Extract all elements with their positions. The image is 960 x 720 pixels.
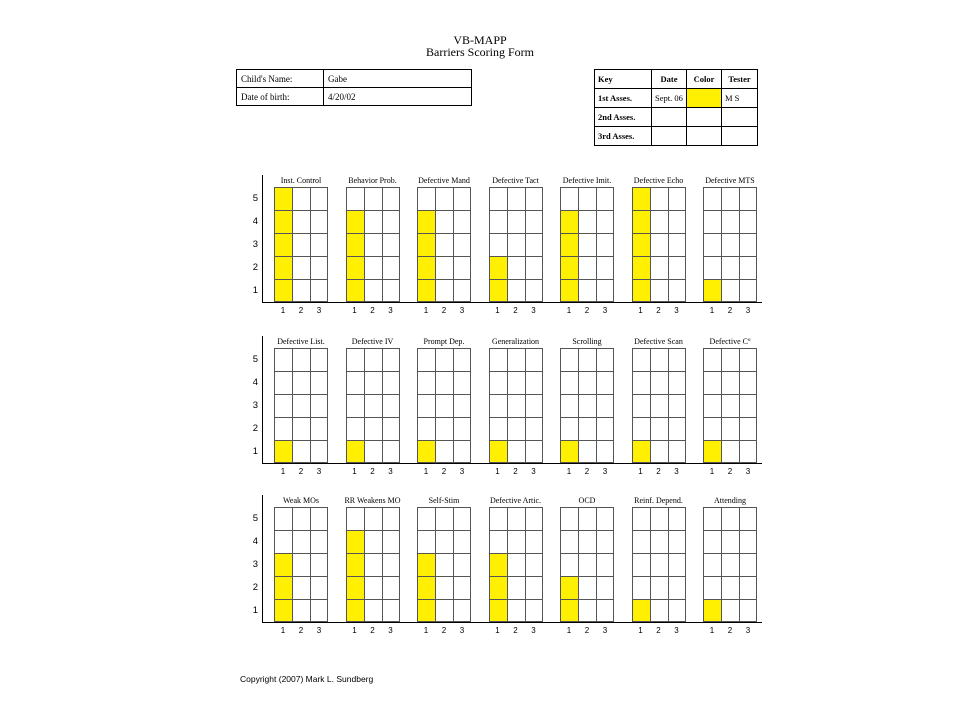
x-tick-label: 3 — [602, 306, 608, 315]
x-tick-label: 3 — [745, 467, 751, 476]
barrier-label: Defective Mand — [418, 176, 470, 185]
barrier-label: RR Weakens MO — [344, 496, 401, 505]
key-row-2-color — [687, 108, 722, 127]
score-grid — [632, 348, 686, 463]
barrier-label: Defective MTS — [705, 176, 755, 185]
grid-line — [703, 599, 757, 600]
key-row-1-label: 1st Asses. — [595, 89, 652, 108]
x-tick-label: 3 — [674, 306, 679, 315]
x-tick-label: 2 — [584, 626, 590, 635]
grid-line — [668, 348, 669, 463]
grid-line — [274, 256, 328, 257]
y-tick-label: 5 — [252, 192, 258, 204]
score-grid — [346, 187, 400, 302]
grid-line — [578, 348, 579, 463]
key-header-color: Color — [687, 70, 722, 89]
barrier-label: OCD — [578, 496, 596, 505]
x-tick-label: 1 — [423, 626, 429, 635]
grid-line — [560, 371, 614, 372]
x-tick-label: 2 — [298, 306, 304, 315]
y-axis-line — [262, 336, 263, 463]
x-tick-label: 2 — [727, 306, 733, 315]
x-tick-label: 2 — [441, 467, 447, 476]
grid-line — [596, 348, 597, 463]
barrier-label: Weak MOs — [282, 496, 319, 505]
y-tick-label: 1 — [252, 445, 258, 457]
x-tick-label: 3 — [531, 626, 536, 635]
grid-line — [721, 187, 722, 302]
grid-line — [346, 599, 400, 600]
grid-line — [489, 233, 543, 234]
grid-line — [489, 394, 543, 395]
grid-line — [632, 394, 686, 395]
grid-line — [632, 279, 686, 280]
x-axis-line — [262, 302, 762, 303]
grid-line — [703, 530, 757, 531]
score-grid — [489, 348, 543, 463]
score-grid — [417, 507, 471, 622]
grid-line — [364, 348, 365, 463]
grid-line — [274, 576, 328, 577]
grid-line — [721, 507, 722, 622]
x-tick-label: 3 — [459, 626, 465, 635]
grid-line — [274, 440, 328, 441]
grid-line — [703, 576, 757, 577]
grid-line — [525, 187, 526, 302]
grid-line — [274, 530, 328, 531]
grid-line — [274, 233, 328, 234]
grid-line — [346, 440, 400, 441]
grid-line — [364, 187, 365, 302]
grid-line — [435, 348, 436, 463]
x-tick-label: 2 — [513, 306, 518, 315]
grid-line — [560, 279, 614, 280]
y-tick-label: 1 — [252, 284, 258, 296]
grid-line — [310, 348, 311, 463]
barrier-label: Defective Imit. — [562, 176, 612, 185]
x-tick-label: 2 — [298, 626, 304, 635]
form-title: VB-MAPP — [453, 33, 507, 47]
x-tick-label: 3 — [316, 467, 322, 476]
barrier-label: Behavior Prob. — [348, 176, 397, 185]
x-tick-label: 1 — [352, 626, 357, 635]
barrier-label: Reinf. Depend. — [634, 496, 683, 505]
x-tick-label: 3 — [745, 306, 751, 315]
x-tick-label: 1 — [638, 626, 643, 635]
grid-line — [489, 210, 543, 211]
grid-line — [632, 440, 686, 441]
x-tick-label: 2 — [370, 626, 375, 635]
grid-line — [703, 256, 757, 257]
grid-line — [435, 507, 436, 622]
grid-line — [417, 394, 471, 395]
x-tick-label: 2 — [513, 467, 518, 476]
x-tick-label: 3 — [531, 306, 536, 315]
grid-line — [417, 440, 471, 441]
child-info-table — [236, 69, 472, 106]
x-tick-label: 3 — [459, 306, 465, 315]
grid-line — [578, 507, 579, 622]
grid-line — [668, 187, 669, 302]
x-tick-label: 1 — [280, 306, 286, 315]
grid-line — [650, 507, 651, 622]
y-tick-label: 4 — [252, 215, 258, 227]
barrier-label: Prompt Dep. — [423, 337, 465, 346]
grid-line — [560, 417, 614, 418]
x-tick-label: 2 — [656, 467, 661, 476]
grid-line — [560, 530, 614, 531]
grid-line — [346, 553, 400, 554]
grid-line — [632, 576, 686, 577]
barrier-label: Scrolling — [572, 337, 602, 346]
grid-line — [560, 553, 614, 554]
x-tick-label: 3 — [602, 467, 608, 476]
grid-line — [560, 233, 614, 234]
child-name-label: Child's Name: — [237, 70, 324, 88]
barrier-label: Attending — [714, 496, 746, 505]
x-axis-line — [262, 463, 762, 464]
y-tick-label: 3 — [252, 238, 258, 250]
grid-line — [274, 553, 328, 554]
y-axis-line — [262, 495, 263, 622]
grid-line — [417, 599, 471, 600]
grid-line — [489, 553, 543, 554]
score-grid — [489, 187, 543, 302]
grid-line — [703, 553, 757, 554]
barrier-label: Defective IV — [351, 337, 394, 346]
grid-line — [489, 599, 543, 600]
key-row-2-tester — [722, 108, 758, 127]
grid-line — [364, 507, 365, 622]
x-tick-label: 2 — [441, 626, 447, 635]
key-row-1-date: Sept. 06 — [652, 89, 687, 108]
grid-line — [525, 507, 526, 622]
score-grid — [274, 507, 328, 622]
grid-line — [703, 233, 757, 234]
score-grid — [560, 348, 614, 463]
barrier-label: Defective Artic. — [489, 496, 542, 505]
grid-line — [578, 187, 579, 302]
score-grid — [703, 507, 757, 622]
barrier-label: Defective List. — [277, 337, 325, 346]
grid-line — [346, 256, 400, 257]
grid-line — [346, 394, 400, 395]
score-grid — [632, 507, 686, 622]
x-tick-label: 2 — [656, 306, 661, 315]
barrier-label: Inst. Control — [280, 176, 322, 185]
key-row-2-date — [652, 108, 687, 127]
grid-line — [668, 507, 669, 622]
grid-line — [632, 553, 686, 554]
x-tick-label: 1 — [495, 626, 500, 635]
barrier-label: Generalization — [491, 337, 540, 346]
x-tick-label: 1 — [566, 467, 572, 476]
grid-line — [489, 417, 543, 418]
key-row-2-label: 2nd Asses. — [595, 108, 652, 127]
grid-line — [560, 210, 614, 211]
grid-line — [632, 530, 686, 531]
grid-line — [417, 417, 471, 418]
grid-line — [489, 279, 543, 280]
grid-line — [560, 394, 614, 395]
grid-line — [417, 210, 471, 211]
score-grid — [346, 348, 400, 463]
x-tick-label: 2 — [584, 467, 590, 476]
x-tick-label: 3 — [674, 467, 679, 476]
x-tick-label: 3 — [745, 626, 751, 635]
grid-line — [596, 187, 597, 302]
grid-line — [346, 210, 400, 211]
x-tick-label: 3 — [316, 306, 322, 315]
grid-line — [721, 348, 722, 463]
dob-value: 4/20/02 — [324, 88, 472, 106]
grid-line — [507, 507, 508, 622]
grid-line — [274, 371, 328, 372]
score-grid — [417, 187, 471, 302]
score-grid — [489, 507, 543, 622]
x-tick-label: 2 — [370, 306, 375, 315]
key-row-3-tester — [722, 127, 758, 146]
barrier-label: Self-Stim — [428, 496, 460, 505]
grid-line — [417, 553, 471, 554]
x-tick-label: 2 — [298, 467, 304, 476]
grid-line — [632, 599, 686, 600]
grid-line — [453, 507, 454, 622]
y-tick-label: 3 — [252, 558, 258, 570]
score-grid — [703, 187, 757, 302]
grid-line — [632, 371, 686, 372]
grid-line — [346, 530, 400, 531]
grid-line — [560, 576, 614, 577]
x-tick-label: 3 — [316, 626, 322, 635]
dob-label: Date of birth: — [237, 88, 324, 106]
grid-line — [346, 576, 400, 577]
x-tick-label: 3 — [459, 467, 465, 476]
grid-line — [739, 507, 740, 622]
y-tick-label: 3 — [252, 399, 258, 411]
x-tick-label: 1 — [423, 306, 429, 315]
grid-line — [274, 417, 328, 418]
grid-line — [417, 256, 471, 257]
key-row-3-color — [687, 127, 722, 146]
grid-line — [632, 233, 686, 234]
grid-line — [382, 187, 383, 302]
barrier-label: Defective Tact — [492, 176, 539, 185]
key-header-date: Date — [652, 70, 687, 89]
grid-line — [560, 256, 614, 257]
grid-line — [417, 279, 471, 280]
barrier-label: Defective Echo — [633, 176, 684, 185]
grid-line — [292, 348, 293, 463]
grid-line — [632, 417, 686, 418]
x-tick-label: 1 — [566, 306, 572, 315]
grid-line — [453, 187, 454, 302]
grid-line — [703, 210, 757, 211]
x-tick-label: 1 — [352, 306, 357, 315]
grid-line — [346, 279, 400, 280]
grid-line — [507, 348, 508, 463]
grid-line — [703, 440, 757, 441]
x-tick-label: 1 — [495, 467, 500, 476]
child-name-value: Gabe — [324, 70, 472, 88]
score-grid — [560, 187, 614, 302]
x-tick-label: 2 — [656, 626, 661, 635]
x-axis-line — [262, 622, 762, 623]
key-header-tester: Tester — [722, 70, 758, 89]
grid-line — [650, 187, 651, 302]
x-tick-label: 3 — [602, 626, 608, 635]
grid-line — [310, 187, 311, 302]
x-tick-label: 3 — [388, 467, 393, 476]
grid-line — [703, 417, 757, 418]
key-table — [594, 69, 758, 146]
grid-line — [560, 599, 614, 600]
grid-line — [382, 507, 383, 622]
grid-line — [417, 530, 471, 531]
score-grid — [632, 187, 686, 302]
grid-line — [703, 279, 757, 280]
grid-line — [739, 187, 740, 302]
x-tick-label: 1 — [709, 467, 715, 476]
grid-line — [489, 440, 543, 441]
y-axis-line — [262, 175, 263, 302]
grid-line — [489, 530, 543, 531]
score-grid — [703, 348, 757, 463]
grid-line — [507, 187, 508, 302]
y-tick-label: 4 — [252, 535, 258, 547]
x-tick-label: 1 — [495, 306, 500, 315]
key-row-3-date — [652, 127, 687, 146]
x-tick-label: 3 — [388, 306, 393, 315]
grid-line — [489, 576, 543, 577]
key-row-1-tester: M S — [722, 89, 758, 108]
x-tick-label: 1 — [709, 306, 715, 315]
score-grid — [417, 348, 471, 463]
x-tick-label: 2 — [370, 467, 375, 476]
score-grid — [560, 507, 614, 622]
score-grid — [274, 348, 328, 463]
grid-line — [703, 394, 757, 395]
grid-line — [346, 371, 400, 372]
x-tick-label: 2 — [584, 306, 590, 315]
grid-line — [632, 210, 686, 211]
x-tick-label: 3 — [674, 626, 679, 635]
score-grid — [274, 187, 328, 302]
y-tick-label: 2 — [252, 581, 258, 593]
x-tick-label: 3 — [388, 626, 393, 635]
key-header-key: Key — [595, 70, 652, 89]
key-row-1-color — [687, 89, 722, 108]
grid-line — [274, 599, 328, 600]
copyright-text: Copyright (2007) Mark L. Sundberg — [240, 674, 374, 684]
x-tick-label: 1 — [566, 626, 572, 635]
grid-line — [274, 210, 328, 211]
x-tick-label: 2 — [727, 467, 733, 476]
grid-line — [346, 417, 400, 418]
grid-line — [292, 187, 293, 302]
grid-line — [274, 394, 328, 395]
x-tick-label: 1 — [638, 306, 643, 315]
barrier-label: Defective Scan — [634, 337, 683, 346]
x-tick-label: 1 — [280, 626, 286, 635]
grid-line — [382, 348, 383, 463]
grid-line — [650, 348, 651, 463]
x-tick-label: 1 — [709, 626, 715, 635]
key-row-3-label: 3rd Asses. — [595, 127, 652, 146]
y-tick-label: 2 — [252, 261, 258, 273]
x-tick-label: 3 — [531, 467, 536, 476]
grid-line — [292, 507, 293, 622]
grid-line — [435, 187, 436, 302]
grid-line — [310, 507, 311, 622]
y-tick-label: 2 — [252, 422, 258, 434]
x-tick-label: 2 — [513, 626, 518, 635]
y-tick-label: 5 — [252, 353, 258, 365]
barrier-label: Defective Cº — [709, 337, 751, 346]
grid-line — [274, 279, 328, 280]
y-tick-label: 1 — [252, 604, 258, 616]
grid-line — [525, 348, 526, 463]
y-tick-label: 5 — [252, 512, 258, 524]
grid-line — [739, 348, 740, 463]
x-tick-label: 2 — [727, 626, 733, 635]
grid-line — [489, 371, 543, 372]
grid-line — [417, 371, 471, 372]
grid-line — [417, 233, 471, 234]
x-tick-label: 1 — [352, 467, 357, 476]
y-tick-label: 4 — [252, 376, 258, 388]
x-tick-label: 1 — [423, 467, 429, 476]
x-tick-label: 1 — [280, 467, 286, 476]
x-tick-label: 2 — [441, 306, 447, 315]
grid-line — [560, 440, 614, 441]
form-subtitle: Barriers Scoring Form — [426, 45, 534, 59]
x-tick-label: 1 — [638, 467, 643, 476]
grid-line — [632, 256, 686, 257]
grid-line — [417, 576, 471, 577]
grid-line — [596, 507, 597, 622]
grid-line — [489, 256, 543, 257]
grid-line — [703, 371, 757, 372]
grid-line — [346, 233, 400, 234]
score-grid — [346, 507, 400, 622]
grid-line — [453, 348, 454, 463]
